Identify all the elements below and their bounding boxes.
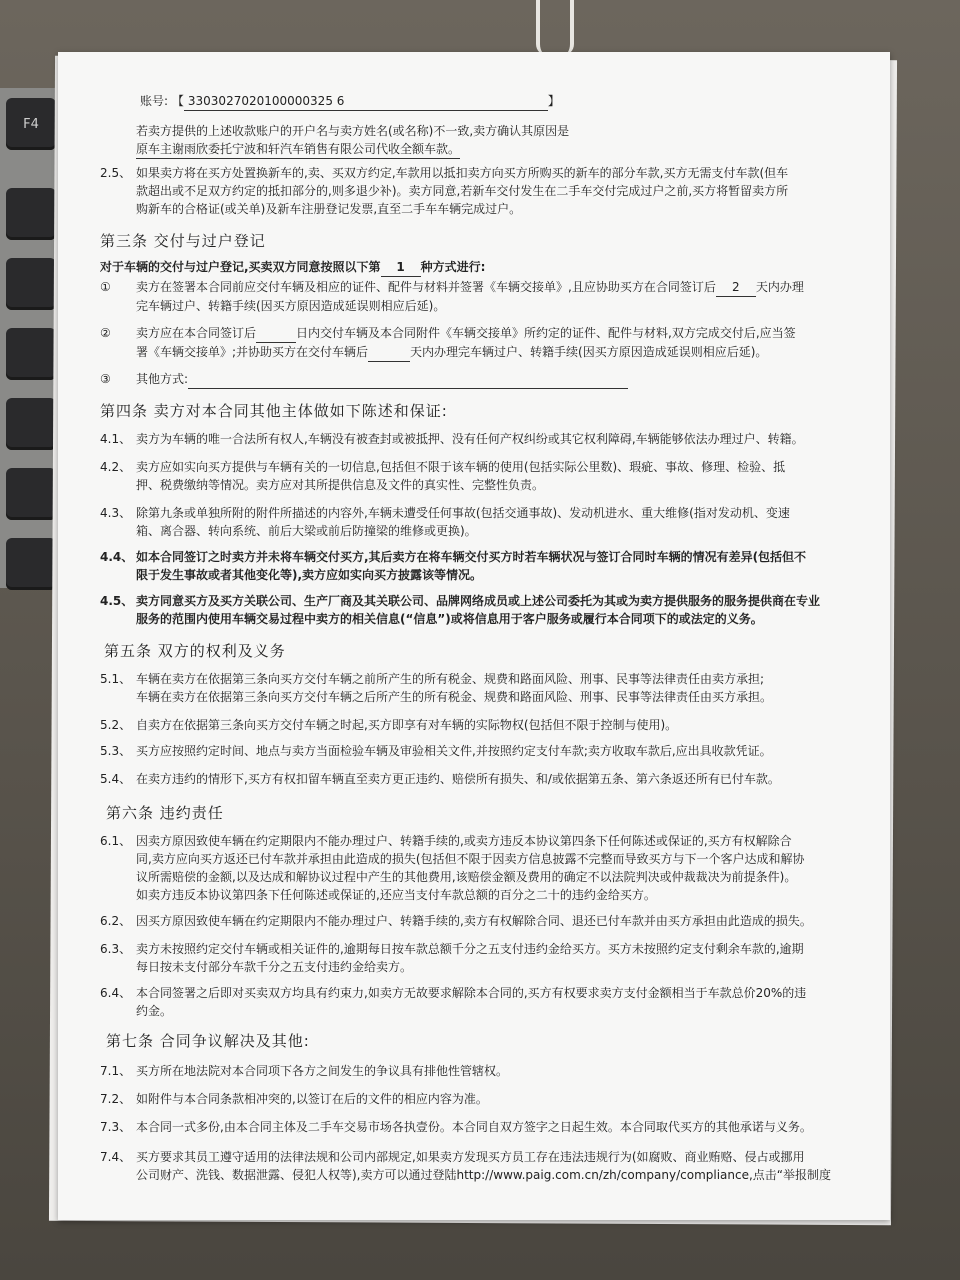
- clause-text: 车辆在卖方在依据第三条向买方交付车辆之前所产生的所有税金、规费和路面风险、刑事、民事等法律责任由卖方承担;: [136, 672, 765, 686]
- clause-number: 7.2、: [100, 1092, 132, 1106]
- clause-number: 4.4、: [100, 550, 134, 564]
- clause-text: 本合同一式多份,由本合同主体及二手车交易市场各执壹份。本合同自双方签字之日起生效。本合同取代买方的其他承诺与义务。: [136, 1120, 812, 1134]
- clause-number: 7.3、: [100, 1120, 132, 1134]
- clause-7-2: [100, 1090, 860, 1108]
- article-4-heading: 第四条 卖方对本合同其他主体做如下陈述和保证:: [100, 402, 448, 420]
- clause-number: 4.3、: [100, 506, 132, 520]
- clause-text: 卖方应如实向买方提供与车辆有关的一切信息,包括但不限于该车辆的使用(包括实际公里数)、瑕疵、事故、修理、检验、抵: [136, 460, 786, 474]
- clause-2-5: [100, 164, 860, 218]
- option-number: ②: [100, 326, 111, 340]
- option-text: 其他方式:: [136, 372, 189, 386]
- clause-number: 6.1、: [100, 834, 132, 848]
- key: [6, 258, 56, 310]
- clause-text: 如附件与本合同条款相冲突的,以签订在后的文件的相应内容为准。: [136, 1092, 488, 1106]
- charging-cable: [536, 0, 574, 56]
- clause-number: 6.2、: [100, 914, 132, 928]
- key: [6, 328, 56, 380]
- clause-text: 服务的范围内使用车辆交易过程中卖方的相关信息(“信息”)或将信息用于客户服务或履行本合同项下的或法定的义务。: [136, 612, 763, 626]
- clause-number: 5.3、: [100, 744, 132, 758]
- clause-text: 买方应按照约定时间、地点与卖方当面检验车辆及审验相关文件,并按照约定支付车款;卖方收取车款后,应出具收款凭证。: [136, 744, 772, 758]
- clause-4-1: [100, 430, 860, 448]
- clause-7-1: [100, 1062, 860, 1080]
- option-text: 天内办理完车辆过户、转籍手续(因买方原因造成延误则相应后延)。: [410, 345, 768, 359]
- account-number: 3303027020100000325 6: [184, 92, 548, 111]
- key: [6, 188, 56, 240]
- clause-text: 买方要求其员工遵守适用的法律法规和公司内部规定,如果卖方发现买方员工存在违法违规行为(如腐败、商业贿赂、侵占或挪用: [136, 1150, 805, 1164]
- clause-text: 因卖方原因致使车辆在约定期限内不能办理过户、转籍手续的,或卖方违反本协议第四条下任何陈述或保证的,买方有权解除合: [136, 834, 792, 848]
- clause-text: 如本合同签订之时卖方并未将车辆交付买方,其后卖方在将车辆交付买方时若车辆状况与签订合同时车辆的情况有差异(包括但不: [136, 550, 807, 564]
- option-2: [100, 324, 860, 362]
- clause-text: 自卖方在依据第三条向买方交付车辆之时起,买方即享有对车辆的实际物权(包括但不限于控制与使用)。: [136, 718, 678, 732]
- option-text: 日内交付车辆及本合同附件《车辆交接单》所约定的证件、配件与材料,双方完成交付后,应当签: [296, 326, 796, 340]
- clause-number: 7.1、: [100, 1064, 132, 1078]
- clause-text: 车辆在卖方在依据第三条向买方交付车辆之后所产生的所有税金、规费和路面风险、刑事、民事等法律责任由买方承担。: [136, 690, 773, 704]
- clause-number: 4.2、: [100, 460, 132, 474]
- article-5-heading: 第五条 双方的权利及义务: [104, 642, 286, 660]
- article-3-heading: 第三条 交付与过户登记: [100, 232, 266, 250]
- clause-5-1: [100, 670, 860, 706]
- article-6-heading: 第六条 违约责任: [106, 804, 224, 822]
- clause-4-4: [100, 548, 860, 584]
- clause-text: 约金。: [136, 1004, 173, 1018]
- compliance-link-text: 公司财产、洗钱、数据泄露、侵犯人权等),卖方可以通过登陆http://www.paig.com.cn/zh/company/compliance,点击“举报制度: [136, 1168, 832, 1182]
- clause-number: 6.4、: [100, 986, 132, 1000]
- key: [6, 398, 56, 450]
- bracket-close: 】: [547, 94, 560, 108]
- clause-text: 同,卖方应向买方返还已付车款并承担由此造成的损失(包括但不限于因卖方信息披露不完整而导致买方与下一个客户达成和解协: [136, 852, 805, 866]
- clause-7-4: [100, 1148, 860, 1184]
- clause-6-3: [100, 940, 860, 976]
- clause-number: 4.1、: [100, 432, 132, 446]
- contract-page: [58, 52, 890, 1220]
- clause-4-3: [100, 504, 860, 540]
- clause-text: 因买方原因致使车辆在约定期限内不能办理过户、转籍手续的,卖方有权解除合同、退还已付车款并由买方承担由此造成的损失。: [136, 914, 812, 928]
- clause-6-1: [100, 832, 860, 904]
- clause-7-3: [100, 1118, 860, 1136]
- payee-mismatch-text: 若卖方提供的上述收款账户的开户名与卖方姓名(或名称)不一致,卖方确认其原因是: [136, 124, 570, 138]
- option-text: 完车辆过户、转籍手续(因买方原因造成延误则相应后延)。: [136, 299, 446, 313]
- clause-text: 如卖方违反本协议第四条下任何陈述或保证的,还应当支付车款总额的百分之二十的违约金给买方。: [136, 888, 656, 902]
- clause-text: 每日按未支付部分车款千分之五支付违约金给卖方。: [136, 960, 413, 974]
- clause-5-4: [100, 770, 860, 788]
- account-line: [140, 92, 560, 111]
- clause-number: 7.4、: [100, 1150, 132, 1164]
- option-text: 天内办理: [755, 280, 804, 294]
- clause-text: 在卖方违约的情形下,买方有权扣留车辆直至卖方更正违约、赔偿所有损失、和/或依据第五条、第六条返还所有已付车款。: [136, 772, 780, 786]
- option-3: [100, 370, 860, 389]
- clause-text: 除第九条或单独所附的附件所描述的内容外,车辆未遭受任何事故(包括交通事故)、发动机进水、重大维修(指对发动机、变速: [136, 506, 790, 520]
- clause-6-4: [100, 984, 860, 1020]
- clause-5-2: [100, 716, 860, 734]
- key: [6, 468, 56, 520]
- clause-text: 限于发生事故或者其他变化等),卖方应如实向买方披露该等情况。: [136, 568, 483, 582]
- option-1: [100, 278, 860, 315]
- clause-number: 5.4、: [100, 772, 132, 786]
- clause-5-3: [100, 742, 860, 760]
- clause-text: 箱、离合器、转向系统、前后大梁或前后防撞梁的维修或更换)。: [136, 524, 477, 538]
- clause-number: 5.2、: [100, 718, 132, 732]
- clause-number: 4.5、: [100, 594, 134, 608]
- option-text: 卖方在签署本合同前应交付车辆及相应的证件、配件与材料并签署《车辆交接单》,且应协助买方在合同签订后: [136, 280, 716, 294]
- clause-text: 款超出或不足双方约定的抵扣部分的,则多退少补)。卖方同意,若新车交付发生在二手车交付完成过户之前,买方将暂留卖方所: [136, 184, 789, 198]
- clause-text: 购新车的合格证(或关单)及新车注册登记发票,直至二手车车辆完成过户。: [136, 202, 522, 216]
- article-7-heading: 第七条 合同争议解决及其他:: [106, 1032, 310, 1050]
- article-3-lead: [100, 258, 485, 277]
- bracket-open: 【: [171, 94, 184, 108]
- method-number: 1: [381, 258, 421, 277]
- clause-text: 卖方为车辆的唯一合法所有权人,车辆没有被查封或被抵押、没有任何产权纠纷或其它权利障碍,车辆能够依法办理过户、转籍。: [136, 432, 804, 446]
- clause-number: 5.1、: [100, 672, 132, 686]
- clause-number: 6.3、: [100, 942, 132, 956]
- account-label: 账号:: [140, 94, 169, 108]
- clause-text: 如果卖方将在买方处置换新车的,卖、买双方约定,车款用以抵扣卖方向买方所购买的新车的部分车款,买方无需支付车款(但车: [136, 166, 789, 180]
- clause-number: 2.5、: [100, 166, 132, 180]
- clause-text: 议所需赔偿的金额,以及达成和解协议过程中产生的其他费用,该赔偿金额及费用的确定不以法院判决或仲裁裁决为前提条件)。: [136, 870, 797, 884]
- option-text: 卖方应在本合同签订后: [136, 326, 257, 340]
- clause-6-2: [100, 912, 860, 930]
- clause-4-5: [100, 592, 860, 628]
- clause-text: 押、税费缴纳等情况。卖方应对其所提供信息及文件的真实性、完整性负责。: [136, 478, 545, 492]
- key: [6, 538, 56, 590]
- clause-text: 卖方未按照约定交付车辆或相关证件的,逾期每日按车款总额千分之五支付违约金给买方。买方未按照约定支付剩余车款的,逾期: [136, 942, 804, 956]
- option-number: ①: [100, 280, 111, 294]
- key-f4: F4: [6, 98, 56, 150]
- transfer-days: 2: [716, 278, 756, 297]
- payee-reason: 原车主谢雨欣委托宁波和轩汽车销售有限公司代收全额车款。: [136, 140, 460, 159]
- option-text: 署《车辆交接单》;并协助买方在交付车辆后: [136, 345, 369, 359]
- option-number: ③: [100, 372, 111, 386]
- clause-text: 本合同签署之后即对买卖双方均具有约束力,如卖方无故要求解除本合同的,买方有权要求卖方支付金额相当于车款总价20%的违: [136, 986, 807, 1000]
- clause-text: 买方所在地法院对本合同项下各方之间发生的争议具有排他性管辖权。: [136, 1064, 509, 1078]
- clause-text: 卖方同意买方及买方关联公司、生产厂商及其关联公司、品牌网络成员或上述公司委托为其或为卖方提供服务的服务提供商在专业: [136, 594, 821, 608]
- lead-text: 种方式进行:: [420, 260, 486, 274]
- clause-4-2: [100, 458, 860, 494]
- lead-text: 对于车辆的交付与过户登记,买卖双方同意按照以下第: [100, 260, 381, 274]
